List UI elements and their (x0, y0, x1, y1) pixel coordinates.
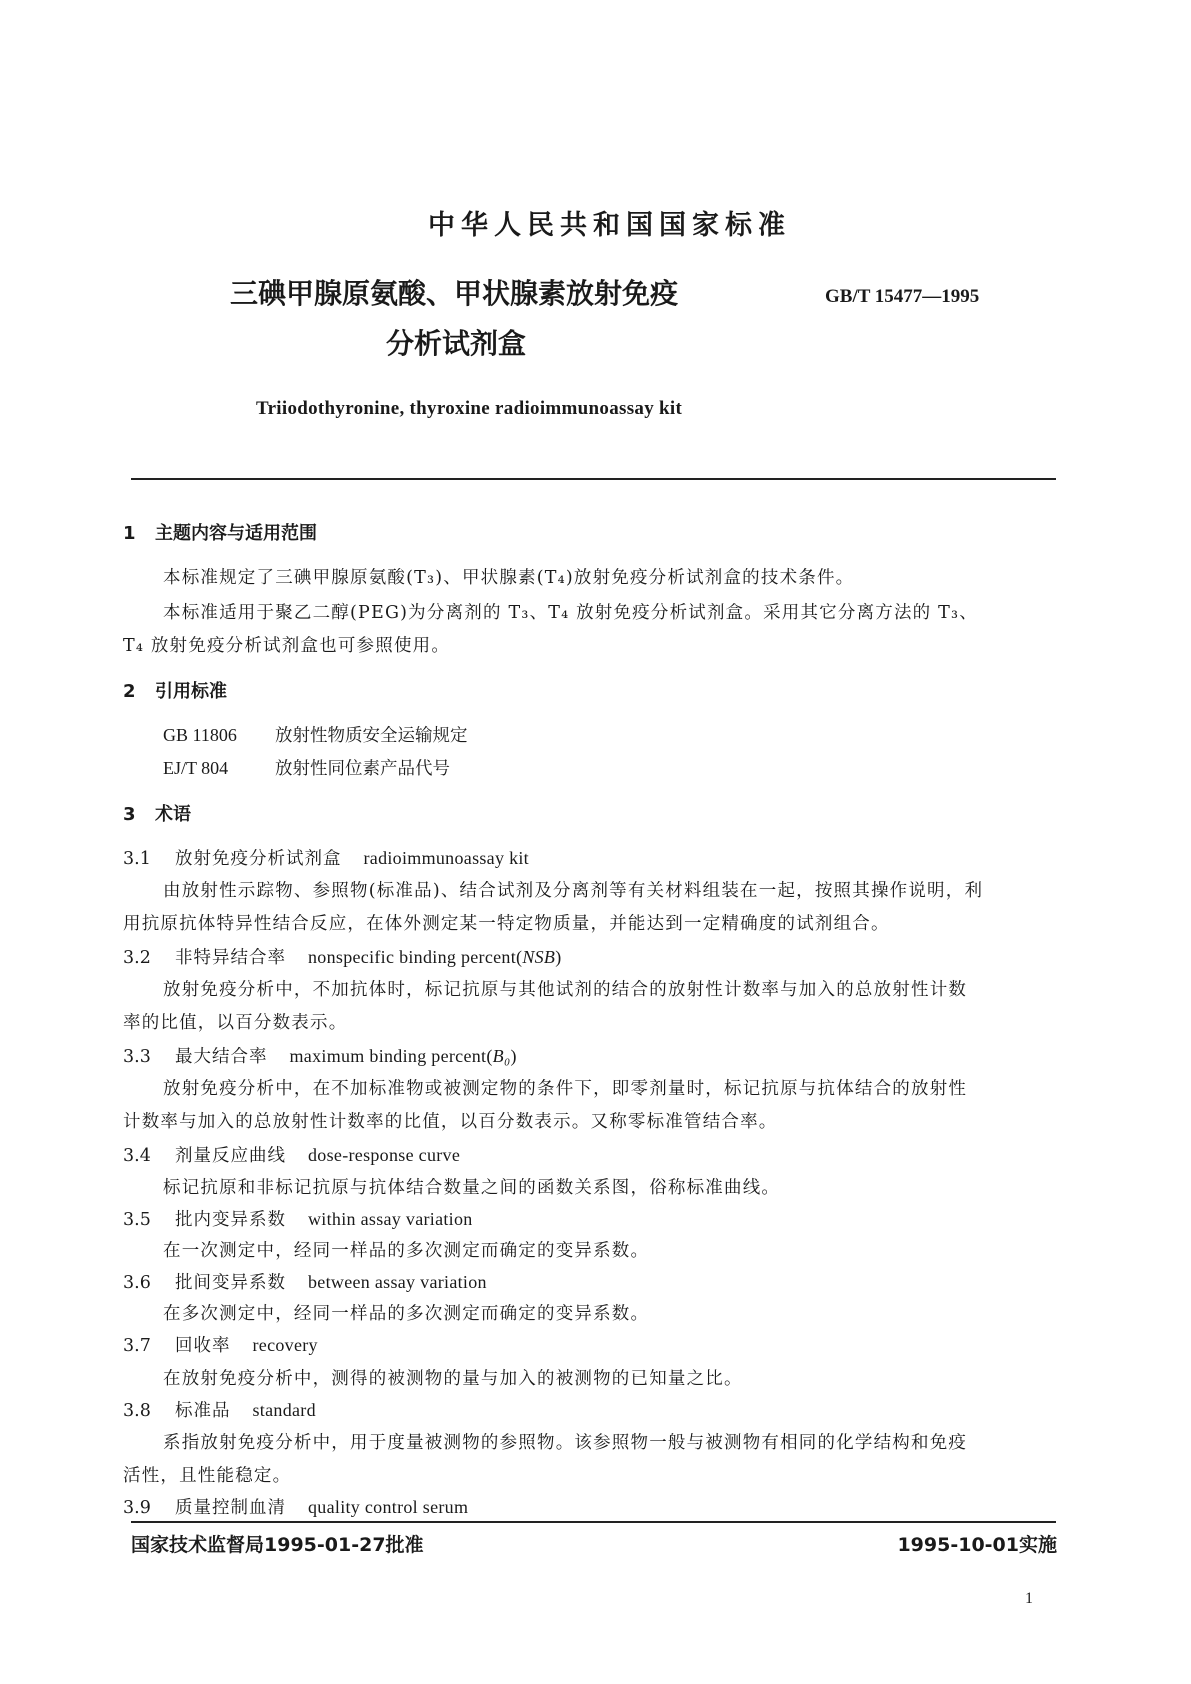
section-1-paragraph-2-line-2: T₄ 放射免疫分析试剂盒也可参照使用。 (123, 636, 451, 656)
section-2-heading (123, 677, 227, 703)
english-title: Triiodothyronine, thyroxine radioimmunoassay kit (256, 398, 683, 419)
standard-number (825, 286, 979, 308)
term-english-text: nonspecific binding percent( (308, 947, 523, 967)
term-3-4 (123, 1142, 460, 1167)
term-chinese: 批间变异系数 (175, 1273, 286, 1293)
term-3-8 (123, 1397, 316, 1422)
term-3-3 (123, 1043, 517, 1068)
term-number: 3.4 (123, 1146, 151, 1166)
standard-category-header: 中华人民共和国国家标准 (428, 210, 791, 241)
reference-item (163, 755, 450, 780)
term-chinese: 回收率 (175, 1336, 231, 1356)
definition-line: 放射免疫分析中，不加抗体时，标记抗原与其他试剂的结合的放射性计数率与加入的总放射性计数 (163, 980, 968, 1000)
section-number: 2 (123, 681, 136, 702)
term-number: 3.9 (123, 1498, 151, 1518)
section-title: 术语 (155, 804, 191, 825)
definition-line: 在多次测定中，经同一样品的多次测定而确定的变异系数。 (163, 1304, 650, 1324)
definition-line: 放射免疫分析中，在不加标准物或被测定物的条件下，即零剂量时，标记抗原与抗体结合的放射性 (163, 1079, 968, 1099)
section-number: 1 (123, 523, 136, 544)
definition-line: 用抗原抗体特异性结合反应，在体外测定某一特定物质量，并能达到一定精确度的试剂组合。 (123, 914, 890, 934)
footer-divider (131, 1521, 1056, 1523)
definition-line: 在放射免疫分析中，测得的被测物的量与加入的被测物的已知量之比。 (163, 1369, 743, 1389)
definition-line: 计数率与加入的总放射性计数率的比值，以百分数表示。又称零标准管结合率。 (123, 1112, 778, 1132)
definition-line: 标记抗原和非标记抗原与抗体结合数量之间的函数关系图，俗称标准曲线。 (163, 1178, 781, 1198)
definition-line: 系指放射免疫分析中，用于度量被测物的参照物。该参照物一般与被测物有相同的化学结构和免疫 (163, 1433, 968, 1453)
term-english: between assay variation (308, 1272, 487, 1292)
term-english: radioimmunoassay kit (363, 848, 529, 868)
term-3-6 (123, 1269, 487, 1294)
term-english-close: ) (510, 1046, 517, 1066)
term-3-7 (123, 1332, 318, 1357)
term-chinese: 剂量反应曲线 (175, 1146, 286, 1166)
term-chinese: 非特异结合率 (175, 948, 286, 968)
section-1-paragraph-2-line-1: 本标准适用于聚乙二醇(PEG)为分离剂的 T₃、T₄ 放射免疫分析试剂盒。采用其它分离方法的 T₃、 (163, 603, 978, 623)
definition-line: 活性，且性能稳定。 (123, 1466, 292, 1486)
term-number: 3.3 (123, 1047, 151, 1067)
term-english-close: ) (555, 947, 562, 967)
section-3-heading (123, 800, 191, 826)
definition-line: 由放射性示踪物、参照物(标准品)、结合试剂及分离剂等有关材料组装在一起，按照其操作说明，利 (163, 881, 984, 901)
term-3-9 (123, 1494, 468, 1519)
reference-code: EJ/T 804 (163, 758, 229, 778)
section-title: 主题内容与适用范围 (155, 523, 317, 544)
term-3-2 (123, 944, 562, 969)
term-number: 3.8 (123, 1401, 151, 1421)
term-chinese: 标准品 (175, 1401, 231, 1421)
term-english: dose-response curve (308, 1145, 461, 1165)
term-number: 3.5 (123, 1210, 151, 1230)
standard-number-text: GB/T 15477—1995 (825, 286, 980, 307)
definition-line: 在一次测定中，经同一样品的多次测定而确定的变异系数。 (163, 1241, 650, 1261)
approval-note: 国家技术监督局1995-01-27批准 (131, 1534, 424, 1556)
term-symbol: B₀ (492, 1046, 511, 1066)
term-number: 3.7 (123, 1336, 151, 1356)
term-english: standard (252, 1400, 316, 1420)
reference-title: 放射性物质安全运输规定 (275, 726, 468, 746)
page-number: 1 (1025, 1590, 1033, 1607)
term-chinese: 质量控制血清 (175, 1498, 286, 1518)
term-english: recovery (252, 1335, 318, 1355)
document-title-line-1: 三碘甲腺原氨酸、甲状腺素放射免疫 (230, 277, 679, 310)
definition-line: 率的比值，以百分数表示。 (123, 1013, 348, 1033)
term-number: 3.1 (123, 849, 151, 869)
term-english-text: maximum binding percent( (289, 1046, 493, 1066)
term-3-1 (123, 845, 529, 870)
document-title-line-2: 分析试剂盒 (386, 327, 527, 360)
section-title: 引用标准 (155, 681, 227, 702)
term-number: 3.2 (123, 948, 151, 968)
section-1-paragraph-1: 本标准规定了三碘甲腺原氨酸(T₃)、甲状腺素(T₄)放射免疫分析试剂盒的技术条件。 (163, 568, 855, 588)
term-symbol: NSB (522, 947, 556, 967)
term-english: quality control serum (308, 1497, 469, 1517)
effective-date: 1995-10-01实施 (897, 1534, 1057, 1556)
term-english (308, 947, 562, 967)
term-number: 3.6 (123, 1273, 151, 1293)
header-divider (131, 478, 1056, 480)
term-chinese: 批内变异系数 (175, 1210, 286, 1230)
reference-item (163, 722, 468, 747)
term-3-5 (123, 1206, 473, 1231)
section-number: 3 (123, 804, 136, 825)
term-chinese: 放射免疫分析试剂盒 (175, 849, 342, 869)
section-1-heading (123, 519, 317, 545)
term-chinese: 最大结合率 (175, 1047, 268, 1067)
term-english: within assay variation (308, 1209, 473, 1229)
reference-code: GB 11806 (163, 725, 237, 745)
term-english (290, 1046, 517, 1066)
reference-title: 放射性同位素产品代号 (275, 759, 450, 779)
